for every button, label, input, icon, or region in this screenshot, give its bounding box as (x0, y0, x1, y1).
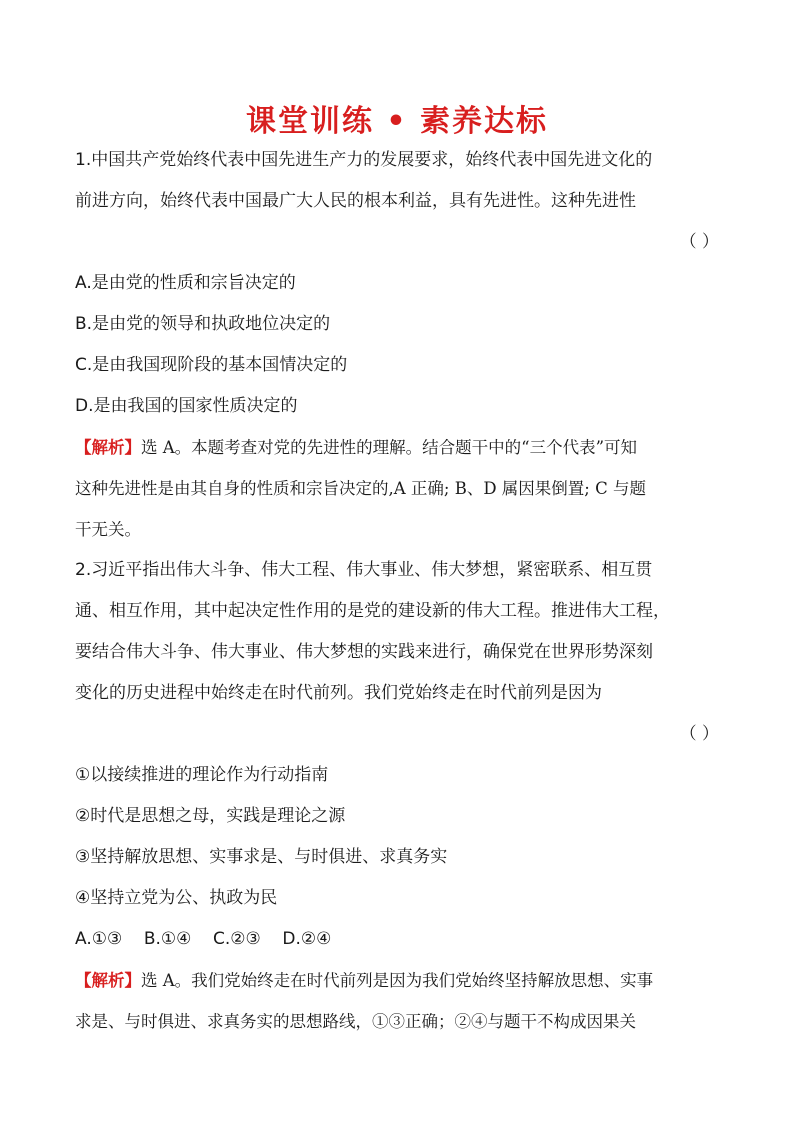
q2-stem-line: 2.习近平指出伟大斗争、伟大工程、伟大事业、伟大梦想，紧密联系、相互贯 (75, 560, 653, 580)
q2-analysis-tag: 【解析】 (75, 971, 141, 990)
q2-item-1: ①以接续推进的理论作为行动指南 (75, 765, 329, 785)
q2-analysis-text: 选 A。我们党始终走在时代前列是因为我们党始终坚持解放思想、实事 (141, 971, 654, 990)
q1-stem-line: 前进方向，始终代表中国最广大人民的根本利益，具有先进性。这种先进性 (75, 191, 636, 211)
q1-option-c: C.是由我国现阶段的基本国情决定的 (75, 355, 348, 375)
q2-analysis-line: 求是、与时俱进、求真务实的思想路线，①③正确；②④与题干不构成因果关 (75, 1012, 636, 1031)
q2-analysis-line (75, 960, 721, 1001)
document-body (75, 140, 721, 1042)
q1-stem-line: 1.中国共产党始终代表中国先进生产力的发展要求，始终代表中国先进文化的 (75, 150, 653, 170)
q2-item-3: ③坚持解放思想、实事求是、与时俱进、求真务实 (75, 847, 448, 867)
q1-analysis-text: 选 A。本题考查对党的先进性的理解。结合题干中的“三个代表”可知 (141, 438, 638, 457)
q1-analysis-tag: 【解析】 (75, 438, 141, 457)
q2-item-4: ④坚持立党为公、执政为民 (75, 888, 278, 908)
q1-analysis-line (75, 427, 721, 468)
q1-analysis-line: 这种先进性是由其自身的性质和宗旨决定的,A 正确; B、D 属因果倒置; C 与题 (75, 479, 646, 498)
q1-answer-bracket: （ ） (679, 232, 719, 252)
q2-stem-line: 要结合伟大斗争、伟大事业、伟大梦想的实践来进行，确保党在世界形势深刻 (75, 642, 653, 662)
q1-option-b: B.是由党的领导和执政地位决定的 (75, 314, 331, 334)
q1-option-d: D.是由我国的国家性质决定的 (75, 396, 298, 416)
q2-answer-bracket: （ ） (679, 724, 719, 744)
q2-item-2: ②时代是思想之母，实践是理论之源 (75, 806, 346, 826)
q2-stem-line: 变化的历史进程中始终走在时代前列。我们党始终走在时代前列是因为 (75, 683, 602, 703)
q1-option-a: A.是由党的性质和宗旨决定的 (75, 273, 296, 293)
q1-analysis-line: 干无关。 (75, 520, 141, 539)
page-title: 课堂训练 • 素养达标 (245, 104, 549, 139)
q2-stem-line: 通、相互作用，其中起决定性作用的是党的建设新的伟大工程。推进伟大工程， (75, 601, 670, 621)
q2-choices: A.①③ B.①④ C.②③ D.②④ (75, 929, 332, 949)
